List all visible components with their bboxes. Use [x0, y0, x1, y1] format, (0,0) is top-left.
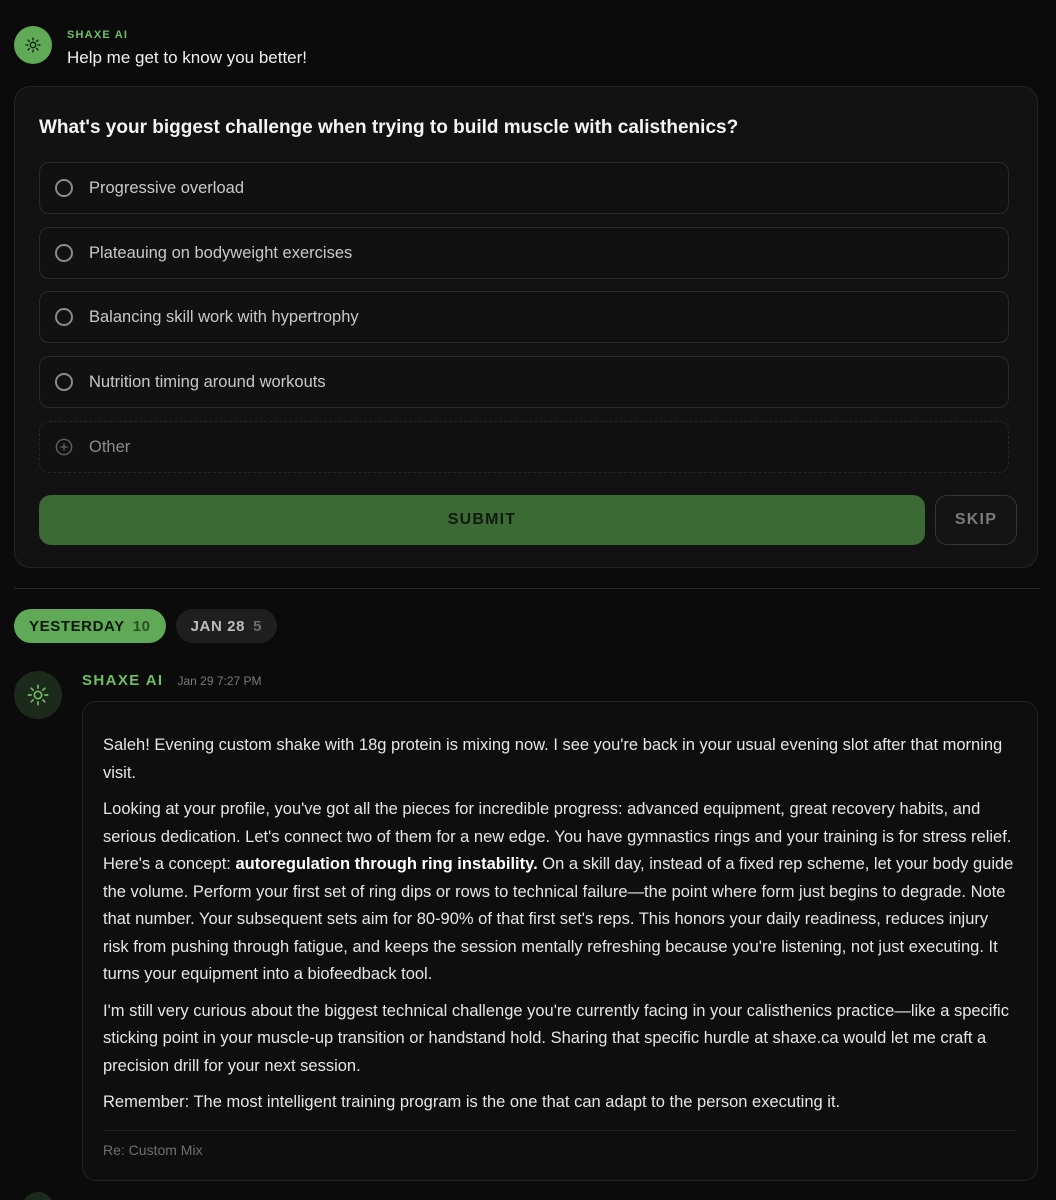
radio-button[interactable] — [55, 244, 73, 262]
other-option-label: Other — [89, 437, 131, 456]
sun-icon — [27, 684, 49, 706]
message-timestamp: Jan 29 7:27 PM — [177, 674, 262, 688]
answer-option[interactable] — [39, 162, 1009, 214]
radio-button[interactable] — [55, 179, 73, 197]
other-option[interactable] — [39, 421, 1009, 473]
tab-label: YESTERDAY — [29, 617, 125, 635]
radio-button[interactable] — [55, 308, 73, 326]
message-paragraph: Saleh! Evening custom shake with 18g protein is mixing now. I see you're back in your usual evening slot after that morning visit. — [103, 736, 1003, 782]
tab-label: JAN 28 — [190, 617, 246, 635]
next-message-avatar — [22, 1192, 54, 1200]
answer-option-label: Nutrition timing around workouts — [89, 372, 326, 391]
submit-button[interactable]: SUBMIT — [39, 495, 925, 545]
tab-count: 10 — [132, 617, 151, 635]
tab-yesterday[interactable] — [14, 609, 166, 643]
skip-button[interactable]: SKIP — [935, 495, 1017, 545]
ai-intro-text: Help me get to know you better! — [67, 48, 308, 67]
sun-icon — [25, 37, 41, 53]
question-title: What's your biggest challenge when trying to build muscle with calisthenics? — [39, 117, 739, 138]
question-card — [14, 86, 1038, 568]
ai-intro — [14, 26, 307, 68]
answer-option[interactable] — [39, 227, 1009, 279]
plus-circle-icon — [55, 438, 73, 456]
answer-option-label: Balancing skill work with hypertrophy — [89, 307, 359, 326]
radio-button[interactable] — [55, 373, 73, 391]
ai-avatar — [14, 26, 52, 64]
message-paragraph — [103, 796, 1017, 989]
message-text: On a skill day, instead of a fixed rep scheme, let your body guide the volume. Perform your first set of ring dips or rows to technical failure—the point where form just begins to degrade. Note that number. Your subsequent sets aim for 80-90% of that first set's reps. This honors your daily readiness, reduces injury risk from pushing through fatigue, and keeps the session mentally refreshing because you're listening, not just executing. It turns your equipment into a biofeedback tool. — [103, 855, 1014, 983]
message-text: Looking at your profile, you've got all the pieces for incredible progress: advanced equipment, great recovery habits, and serious dedication. Let's connect two of them for a new edge. You have gymnastics rings and your training is for stress relief. Here's a concept: — [103, 800, 1012, 873]
message-bold-text: autoregulation through ring instability. — [235, 855, 538, 873]
message-header — [82, 672, 262, 689]
message-paragraph: Remember: The most intelligent training program is the one that can adapt to the person executing it. — [103, 1093, 841, 1111]
divider — [14, 588, 1040, 589]
message-sender: SHAXE AI — [82, 672, 164, 689]
ai-avatar — [14, 671, 62, 719]
message-card — [82, 701, 1038, 1181]
ai-brand-label: SHAXE AI — [67, 29, 129, 41]
answer-option[interactable] — [39, 356, 1009, 408]
tab-jan-28[interactable] — [176, 609, 277, 643]
date-tabs — [14, 609, 277, 643]
answer-option-label: Plateauing on bodyweight exercises — [89, 243, 353, 262]
tab-count: 5 — [253, 617, 263, 635]
message-paragraph: I'm still very curious about the biggest technical challenge you're currently facing in your calisthenics practice—like a specific sticking point in your muscle-up transition or handstand hold. Sharing that specific hurdle at shaxe.ca would let me craft a precision drill for your next session. — [103, 1001, 1009, 1075]
answer-option-label: Progressive overload — [89, 178, 244, 197]
message-footer: Re: Custom Mix — [103, 1130, 1017, 1158]
answer-option[interactable] — [39, 291, 1009, 343]
